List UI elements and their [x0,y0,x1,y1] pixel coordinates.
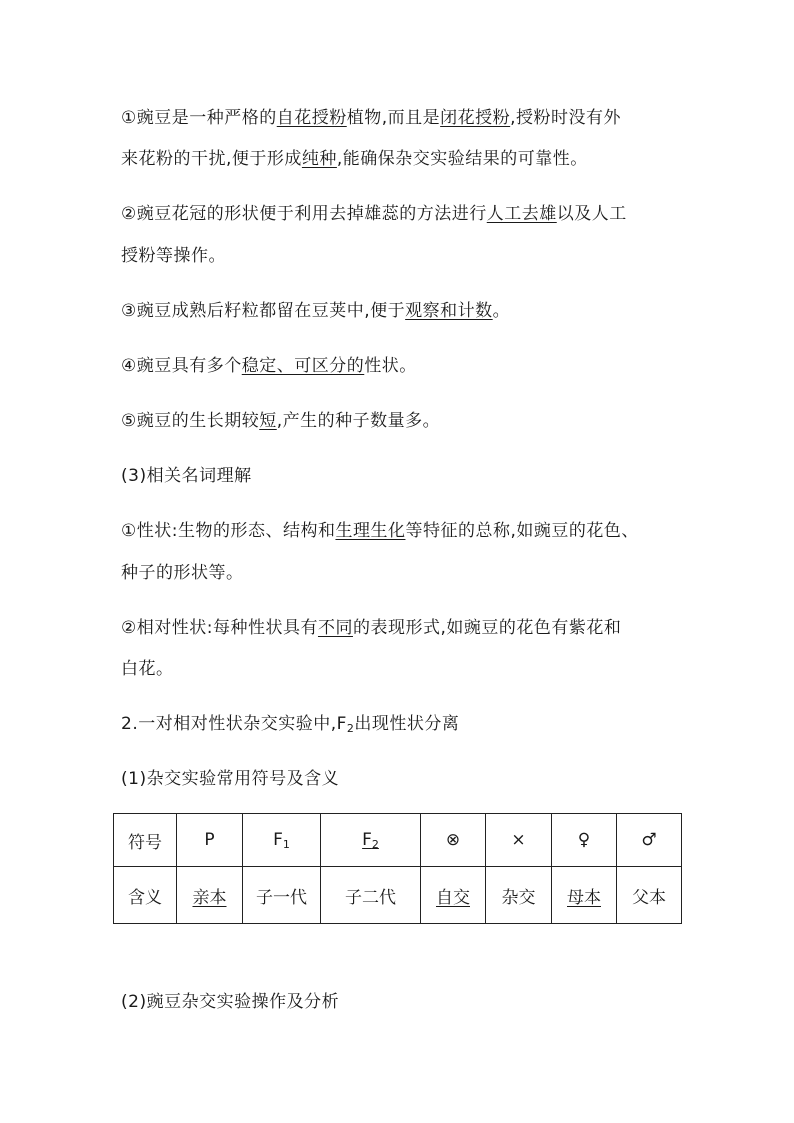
paragraph-relative-trait-line2: 白花。 [121,659,174,679]
paragraph-distinct-traits: ④豌豆具有多个稳定、可区分的性状。 [121,356,417,376]
paragraph-emasculation-line2: 授粉等操作。 [121,246,226,266]
underlined-self-pollination: 自花授粉 [276,108,347,128]
paragraph-trait-definition-line1: ①性状:生物的形态、结构和生理生化等特征的总称,如豌豆的花色、 [121,521,639,541]
table-row-meanings [114,867,682,924]
heading-terms: (3)相关名词理解 [121,466,252,486]
cell-symbol-male: ♂ [617,814,682,867]
cell-meaning-male: 父本 [617,867,682,924]
paragraph-pea-self-pollination-line2: 来花粉的干扰,便于形成纯种,能确保杂交实验结果的可靠性。 [121,149,588,169]
cell-meaning-selfing: 自交 [421,867,486,924]
underlined-physiology-biochemistry: 生理生化 [335,521,406,541]
cell-symbol-selfing: ⊗ [421,814,486,867]
cell-meaning-label: 含义 [114,867,177,924]
table-row-symbols [114,814,682,867]
cell-symbol-f2: $F_2$ [321,814,421,867]
underlined-short: 短 [259,411,277,431]
paragraph-short-growth: ⑤豌豆的生长期较短,产生的种子数量多。 [121,411,441,431]
cell-meaning-cross: 杂交 [486,867,552,924]
cell-symbol-female: ♀ [552,814,617,867]
underlined-artificial-emasculation: 人工去雄 [486,204,557,224]
cell-symbol-label: 符号 [114,814,177,867]
cell-meaning-parent: 亲本 [177,867,243,924]
cell-meaning-f1: 子一代 [243,867,321,924]
paragraph-trait-definition-line2: 种子的形状等。 [121,563,244,583]
cell-meaning-female: 母本 [552,867,617,924]
paragraph-pea-self-pollination-line1: ①豌豆是一种严格的自花授粉植物,而且是闭花授粉,授粉时没有外 [121,108,622,128]
cell-symbol-cross: × [486,814,552,867]
cell-symbol-f1: $F_1$ [243,814,321,867]
paragraph-relative-trait-line1: ②相对性状:每种性状具有不同的表现形式,如豌豆的花色有紫花和 [121,618,622,638]
heading-f2-segregation: 2.一对相对性状杂交实验中$,F_2$出现性状分离 [121,714,460,735]
underlined-closed-pollination: 闭花授粉 [440,108,511,128]
cell-symbol-p: P [177,814,243,867]
underlined-observe-count: 观察和计数 [405,301,493,321]
heading-cross-procedure: (2)豌豆杂交实验操作及分析 [121,992,340,1012]
underlined-different: 不同 [317,618,353,638]
underlined-stable-distinguishable: 稳定、可区分的 [241,356,365,376]
heading-symbols: (1)杂交实验常用符号及含义 [121,769,340,789]
paragraph-emasculation-line1: ②豌豆花冠的形状便于利用去掉雄蕊的方法进行人工去雄以及人工 [121,204,627,224]
symbols-table [113,813,682,924]
underlined-pure-line: 纯种 [301,149,337,169]
paragraph-seeds-in-pod: ③豌豆成熟后籽粒都留在豆荚中,便于观察和计数。 [121,301,511,321]
cell-meaning-f2: 子二代 [321,867,421,924]
